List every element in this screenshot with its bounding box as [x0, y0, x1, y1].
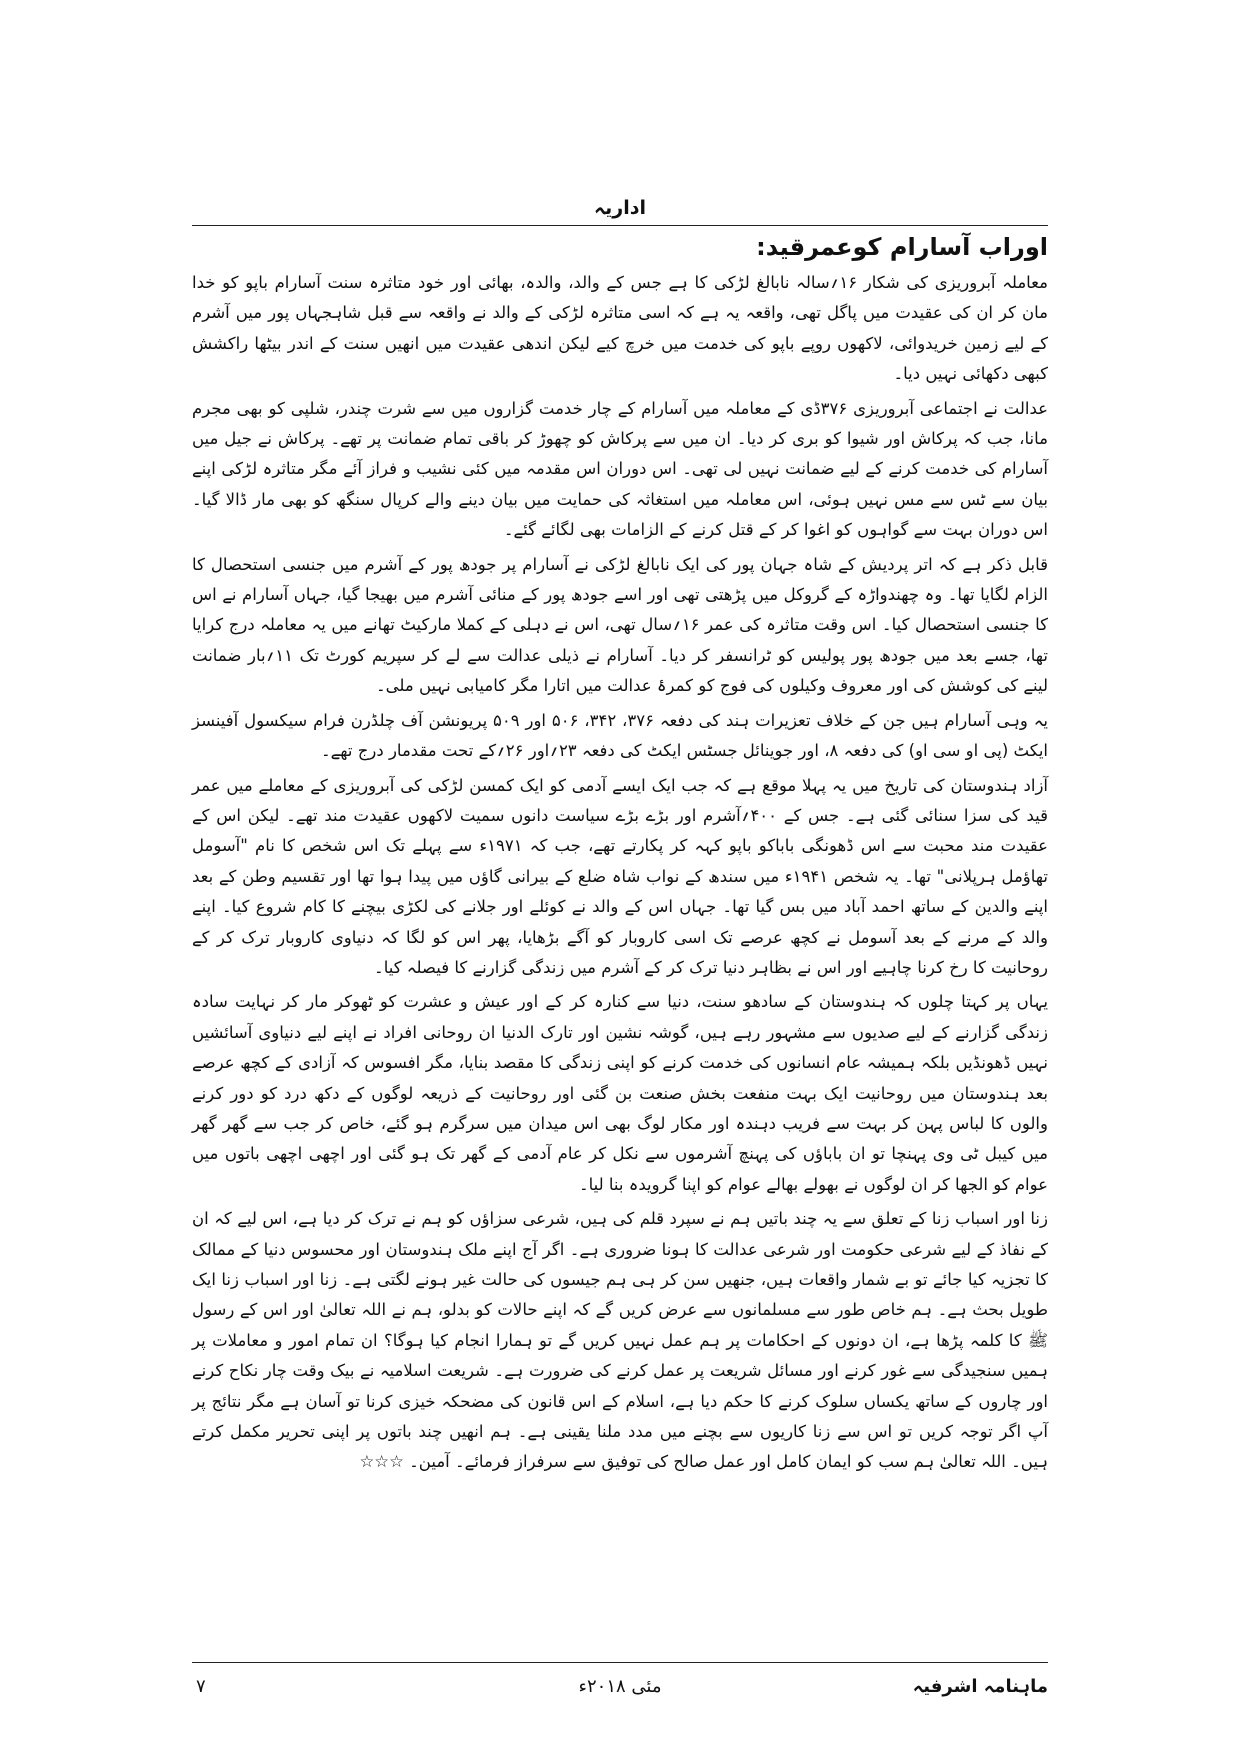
article-body: [192, 230, 1048, 1482]
magazine-name: ماہنامہ اشرفیہ: [912, 1676, 1048, 1697]
paragraph-2: عدالت نے اجتماعی آبروریزی ۳۷۶ڈی کے معاملہ میں آسارام کے چار خدمت گزاروں میں سے شرت چندر، شلپی کو بھی مجرم مانا، جب کہ پرکاش اور شیوا کو بری کر دیا۔ ان میں سے پرکاش کو چھوڑ کر باقی تمام ضمانت پر تھے۔ پرکاش نے جیل میں آسارام کی خدمت کرنے کے لیے ضمانت نہیں لی تھی۔ اس دوران اس مقدمہ میں کئی نشیب و فراز آئے مگر متاثرہ لڑکی اپنے بیان سے ٹس سے مس نہیں ہوئی، اس معاملہ میں استغاثہ کی حمایت میں بیان دینے والے کرپال سنگھ کو بھی مار ڈالا گیا۔ اس دوران بہت سے گواہوں کو اغوا کر کے قتل کرنے کے الزامات بھی لگائے گئے۔: [192, 398, 1048, 540]
footer-divider: [192, 1662, 1048, 1663]
section-label: اداریہ: [594, 197, 646, 219]
paragraph-6: یہاں پر کہتا چلوں کہ ہندوستان کے سادھو سنت، دنیا سے کنارہ کر کے اور عیش و عشرت کو ٹھوکر مار کر نہایت سادہ زندگی گزارنے کے لیے صدیوں سے مشہور رہے ہیں، گوشہ نشین اور تارک الدنیا ان روحانی افراد نے اپنے لیے دنیاوی آسائشیں نہیں ڈھونڈیں بلکہ ہمیشہ عام انسانوں کی خدمت کرنے کو اپنی زندگی کا مقصد بنایا، مگر افسوس کہ آزادی کے کچھ عرصے بعد ہندوستان میں روحانیت ایک بہت منفعت بخش صنعت بن گئی اور روحانیت کے ذریعہ لوگوں کے دکھ درد کو دور کرنے والوں کا لباس پہن کر بہت سے فریب دہندہ اور مکار لوگ بھی اس میدان میں سرگرم ہو گئے، خاص کر جب سے گھر گھر میں کیبل ٹی وی پہنچا تو ان باباؤں کی پہنچ آشرموں سے نکل کر عام آدمی کے گھر تک ہو گئی اور اچھی اچھی باتوں میں عوام کو الجھا کر ان لوگوں نے بھولے بھالے عوام کو اپنا گرویدہ بنا لیا۔: [192, 992, 1048, 1194]
issue-date: مئی ۲۰۱۸ء: [578, 1676, 662, 1697]
paragraph-4: یہ وہی آسارام ہیں جن کے خلاف تعزیرات ہند کی دفعہ ۳۷۶، ۳۴۲، ۵۰۶ اور ۵۰۹ پریونشن آف چلڈرن فرام سیکسول آفینسز ایکٹ (پی او سی او) کی دفعہ ۸، اور جوینائل جسٹس ایکٹ کی دفعہ ۲۳؍اور ۲۶؍کے تحت مقدمار درج تھے۔: [192, 710, 1049, 761]
paragraph-3: قابل ذکر ہے کہ اتر پردیش کے شاہ جہان پور کی ایک نابالغ لڑکی نے آسارام پر جودھ پور کے آشرم میں جنسی استحصال کا الزام لگایا تھا۔ وہ چھندواڑہ کے گروکل میں پڑھتی تھی اور اسے جودھ پور کے منائی آشرم میں بھیجا گیا، جہاں آسارام نے اس کا جنسی استحصال کیا۔ اس وقت متاثرہ کی عمر ۱۶؍سال تھی، اس نے دہلی کے کملا مارکیٹ تھانے میں یہ معاملہ درج کرایا تھا، جسے بعد میں جودھ پور پولیس کو ٹرانسفر کر دیا۔ آسارام نے ذیلی عدالت سے لے کر سپریم کورٹ تک ۱۱؍بار ضمانت لینے کی کوشش کی اور معروف وکیلوں کی فوج کو کمرۂ عدالت میں اتارا مگر کامیابی نہیں ملی۔: [192, 554, 1048, 696]
page-number: ۷: [196, 1676, 206, 1697]
paragraph-1: معاملہ آبروریزی کی شکار ۱۶؍سالہ نابالغ لڑکی کا ہے جس کے والد، والدہ، بھائی اور خود متاثرہ سنت آسارام باپو کو خدا مان کر ان کی عقیدت میں پاگل تھی، واقعہ یہ ہے کہ اسی متاثرہ لڑکی کے والد نے واقعہ سے قبل شاہجہاں پور میں آشرم کے لیے زمین خریدوائی، لاکھوں روپے باپو کی خدمت میں خرچ کیے لیکن اندھی عقیدت میں انھیں سنت کے اندر بیٹھا راکشش کبھی دکھائی نہیں دیا۔: [192, 273, 1048, 384]
header-divider: [192, 225, 1048, 226]
page-footer: [192, 1672, 1048, 1702]
paragraph-7: زنا اور اسباب زنا کے تعلق سے یہ چند باتیں ہم نے سپرد قلم کی ہیں، شرعی سزاؤں کو ہم نے ترک کر دیا ہے، اس لیے کہ ان کے نفاذ کے لیے شرعی حکومت اور شرعی عدالت کا ہونا ضروری ہے۔ اگر آج اپنے ملک ہندوستان اور محسوس دنیا کے ممالک کا تجزیہ کیا جائے تو بے شمار واقعات ہیں، جنھیں سن کر ہی ہم جیسوں کی حالت غیر ہونے لگتی ہے۔ زنا اور اسباب زنا ایک طویل بحث ہے۔ ہم خاص طور سے مسلمانوں سے عرض کریں گے کہ اپنے حالات کو بدلو، ہم نے اللہ تعالیٰ اور اس کے رسول ﷺ کا کلمہ پڑھا ہے، ان دونوں کے احکامات پر ہم عمل نہیں کریں گے تو ہمارا انجام کیا ہوگا؟ ان تمام امور و معاملات پر ہمیں سنجیدگی سے غور کرنے اور مسائل شریعت پر عمل کرنے کی ضرورت ہے۔ شریعت اسلامیہ نے بیک وقت چار نکاح کرنے اور چاروں کے ساتھ یکساں سلوک کرنے کا حکم دیا ہے، اسلام کے اس قانون کی مضحکہ خیزی کرنا تو آسان ہے مگر نتائج پر آپ اگر توجہ کریں تو اس سے زنا کاریوں سے بچنے میں مدد ملنا یقینی ہے۔ ہم انھیں چند باتوں پر اپنی تحریر مکمل کرتے ہیں۔ اللہ تعالیٰ ہم سب کو ایمان کامل اور عمل صالح کی توفیق سے سرفراز فرمائے۔ آمین۔ ☆☆☆: [192, 1209, 1048, 1472]
article-title: اوراب آسارام کوعمرقید:: [756, 233, 1048, 261]
paragraph-5: آزاد ہندوستان کی تاریخ میں یہ پہلا موقع ہے کہ جب ایک ایسے آدمی کو ایک کمسن لڑکی کی آبروریزی کے معاملے میں عمر قید کی سزا سنائی گئی ہے۔ جس کے ۴۰۰؍آشرم اور بڑے بڑے سیاست دانوں سمیت لاکھوں عقیدت مند تھے۔ لیکن اس کے عقیدت مند محبت سے اس ڈھونگی باباکو باپو کہہ کر پکارتے تھے، جب کہ ۱۹۷۱ء سے پہلے تک اس شخص کا نام "آسومل تھاؤمل ہرپلانی" تھا۔ یہ شخص ۱۹۴۱ء میں سندھ کے نواب شاہ ضلع کے بیرانی گاؤں میں پیدا ہوا تھا اور تقسیم وطن کے بعد اپنے والدین کے ساتھ احمد آباد میں بس گیا تھا۔ جہاں اس کے والد نے کوئلے اور جلانے کی لکڑی بیچنے کا کام شروع کیا۔ اپنے والد کے مرنے کے بعد آسومل نے کچھ عرصے تک اسی کاروبار کو آگے بڑھایا، پھر اس کو لگا کہ دنیاوی کاروبار ترک کر کے روحانیت کا رخ کرنا چاہیے اور اس نے بظاہر دنیا ترک کر کے آشرم میں زندگی گزارنے کا فیصلہ کیا۔: [192, 775, 1049, 977]
